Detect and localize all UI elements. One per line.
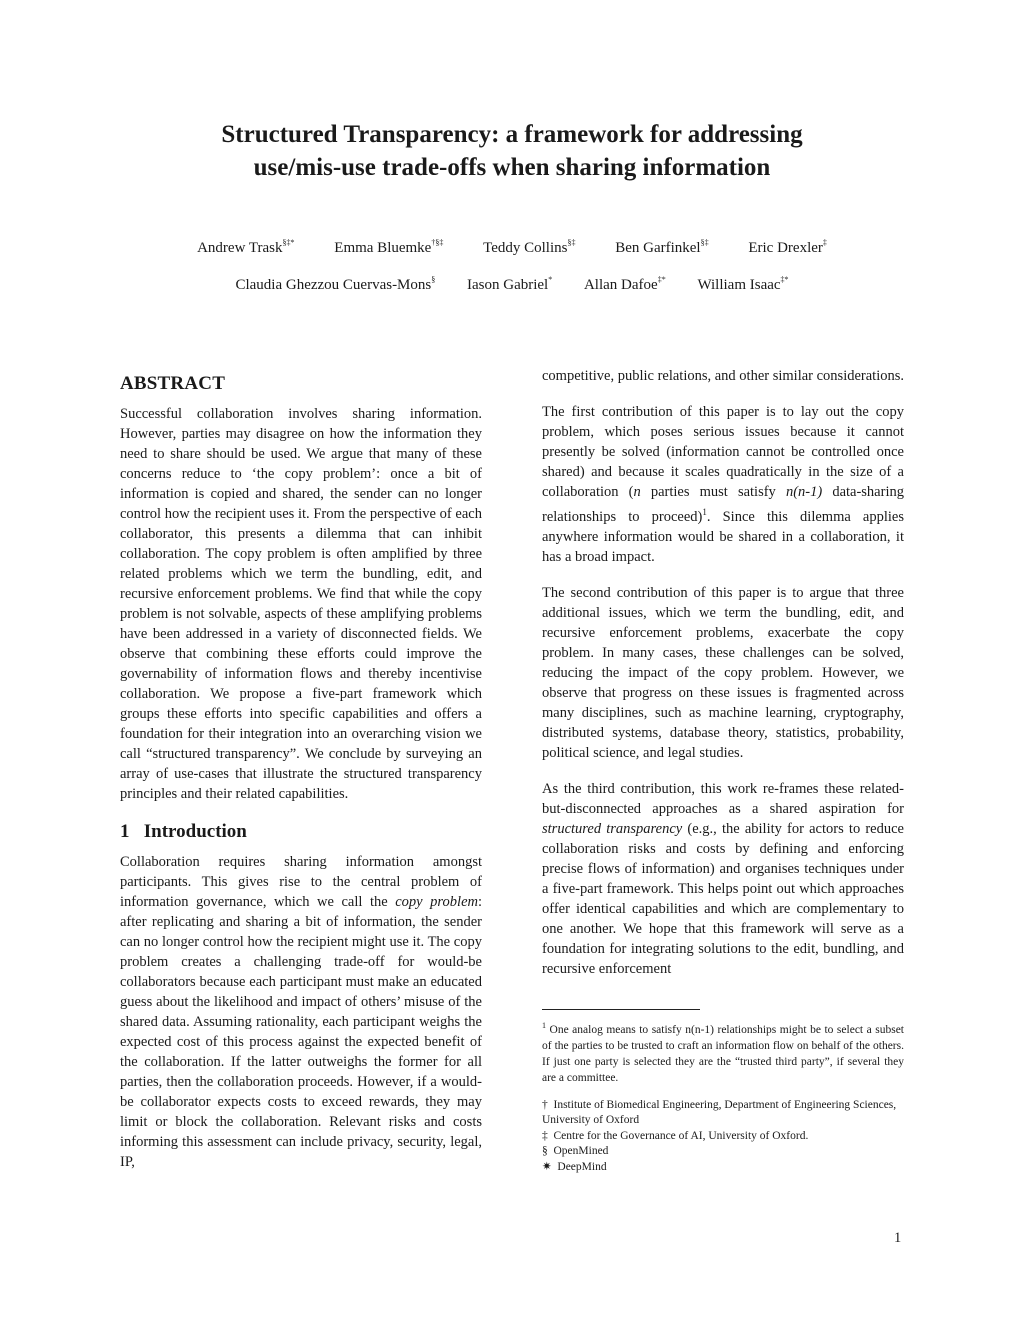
affiliations (542, 1098, 904, 1176)
footnote-reference[interactable]: 1 (702, 507, 707, 517)
continued-paragraph: competitive, public relations, and other similar considerations. (542, 368, 905, 384)
author: William Isaac‡* (697, 275, 789, 293)
first-contribution-paragraph: The first contribution of this paper is to lay out the copy problem, which poses serious issues because it cannot presently be solved (information cannot be controlled once shared) and because it scales quadratically in the size of a collaboration (n parties must satisfy n(n-1) data-sharing relationships to proceed)$^1$. Since this dilemma applies anywhere information would be shared in a collaboration, it has a broad impact. (542, 404, 904, 565)
author-row-1 (0, 240, 1024, 257)
author: Emma Bluemke†§‡ (334, 238, 444, 256)
introduction-paragraph: Collaboration requires sharing information amongst participants. This gives rise to the central problem of information governance, which we call the copy problem: after replicating and sharing a bit of information, the sender can no longer control how the recipient might use it. The copy problem creates a challenging trade-off for would-be collaborators because each participant must make an educated guess about the likelihood and impact of others’ misuse of the shared data. Assuming rationality, each participant weighs the expected cost of this process against the expected benefit of the collaboration. If the latter outweighs the former for all parties, then the collaboration proceeds. However, if a would-be collaborator expects costs to exceed rewards, they may limit or block the collaboration. Relevant risks and costs informing this assessment can include privacy, security, legal, IP, (120, 854, 483, 1170)
title-line-2: use/mis-use trade-offs when sharing information (253, 154, 771, 181)
affiliation: § OpenMined (542, 1145, 609, 1158)
page-number: 1 (894, 1230, 902, 1246)
second-contribution-paragraph: The second contribution of this paper is to argue that three additional issues, which we term the bundling, edit, and recursive enforcement problems, exacerbate the copy problem. In many cases, these challenges can be solved, reducing the impact of the copy problem. However, we observe that progress on these issues is fragmented across many disciplines, such as machine learning, cryptography, distributed systems, database theory, statistics, probability, political science, and legal studies. (542, 584, 904, 761)
right-column (542, 366, 904, 1175)
author: Allan Dafoe‡* (583, 275, 666, 293)
author: Ben Garfinkel§‡ (615, 238, 709, 256)
footnote: $^1$ One analog means to satisfy n(n-1) relationships might be to select a subset of the parties to be trusted to craft an information flow on behalf of the others. If just one party is selected they are the “trusted third party”, if several they are a committee. (542, 1020, 904, 1084)
introduction-heading: 1 Introduction (120, 821, 247, 842)
footnote-rule (542, 1009, 700, 1010)
author: Eric Drexler‡ (748, 238, 827, 256)
author: Claudia Ghezzou Cuervas-Mons§ (235, 275, 436, 293)
affiliation: ✷ DeepMind (542, 1160, 607, 1173)
abstract-text: Successful collaboration involves sharing information. However, parties may disagree on how the information they need to share should be used. We argue that many of these concerns reduce to ‘the copy problem’: once a bit of information is copied and shared, the sender can no longer control how the recipient uses it. From the perspective of each collaborator, this presents a dilemma that can inhibit collaboration. The copy problem is often amplified by three related problems which we term the bundling, edit, and recursive enforcement problems. We find that while the copy problem is not solvable, aspects of these amplifying problems have been addressed in a variety of disconnected fields. We observe that combining these efforts could improve the governability of information flows and thereby incentivise collaboration. We propose a five-part framework which groups these efforts into specific capabilities and offers a foundation for their integration into an overarching vision we call “structured transparency”. We conclude by surveying an array of use-cases that illustrate the structured transparency principles and their related capabilities. (120, 406, 482, 802)
author-row-2 (0, 277, 1024, 294)
abstract-heading: ABSTRACT (120, 373, 226, 394)
title-line-1: Structured Transparency: a framework for addressing (221, 121, 803, 148)
left-column (120, 366, 482, 1172)
author: Andrew Trask§‡* (197, 238, 295, 256)
third-contribution-paragraph: As the third contribution, this work re-frames these related-but-disconnected approaches as a shared aspiration for structured transparency (e.g., the ability for actors to reduce collaboration risks and costs by defining and enforcing precise flows of information) and organises techniques under a five-part framework. This helps point out which approaches offer identical capabilities and which are complementary to one another. We hope that this framework will serve as a foundation for integrating solutions to the edit, bundling, and recursive enforcement (542, 780, 904, 977)
author: Teddy Collins§‡ (483, 238, 576, 256)
paper-title (0, 118, 1024, 184)
author: Iason Gabriel* (467, 275, 553, 293)
affiliation: ‡ Centre for the Governance of AI, University of Oxford. (542, 1129, 809, 1142)
affiliation: † Institute of Biomedical Engineering, Department of Engineering Sciences, University of Oxford (542, 1098, 897, 1127)
